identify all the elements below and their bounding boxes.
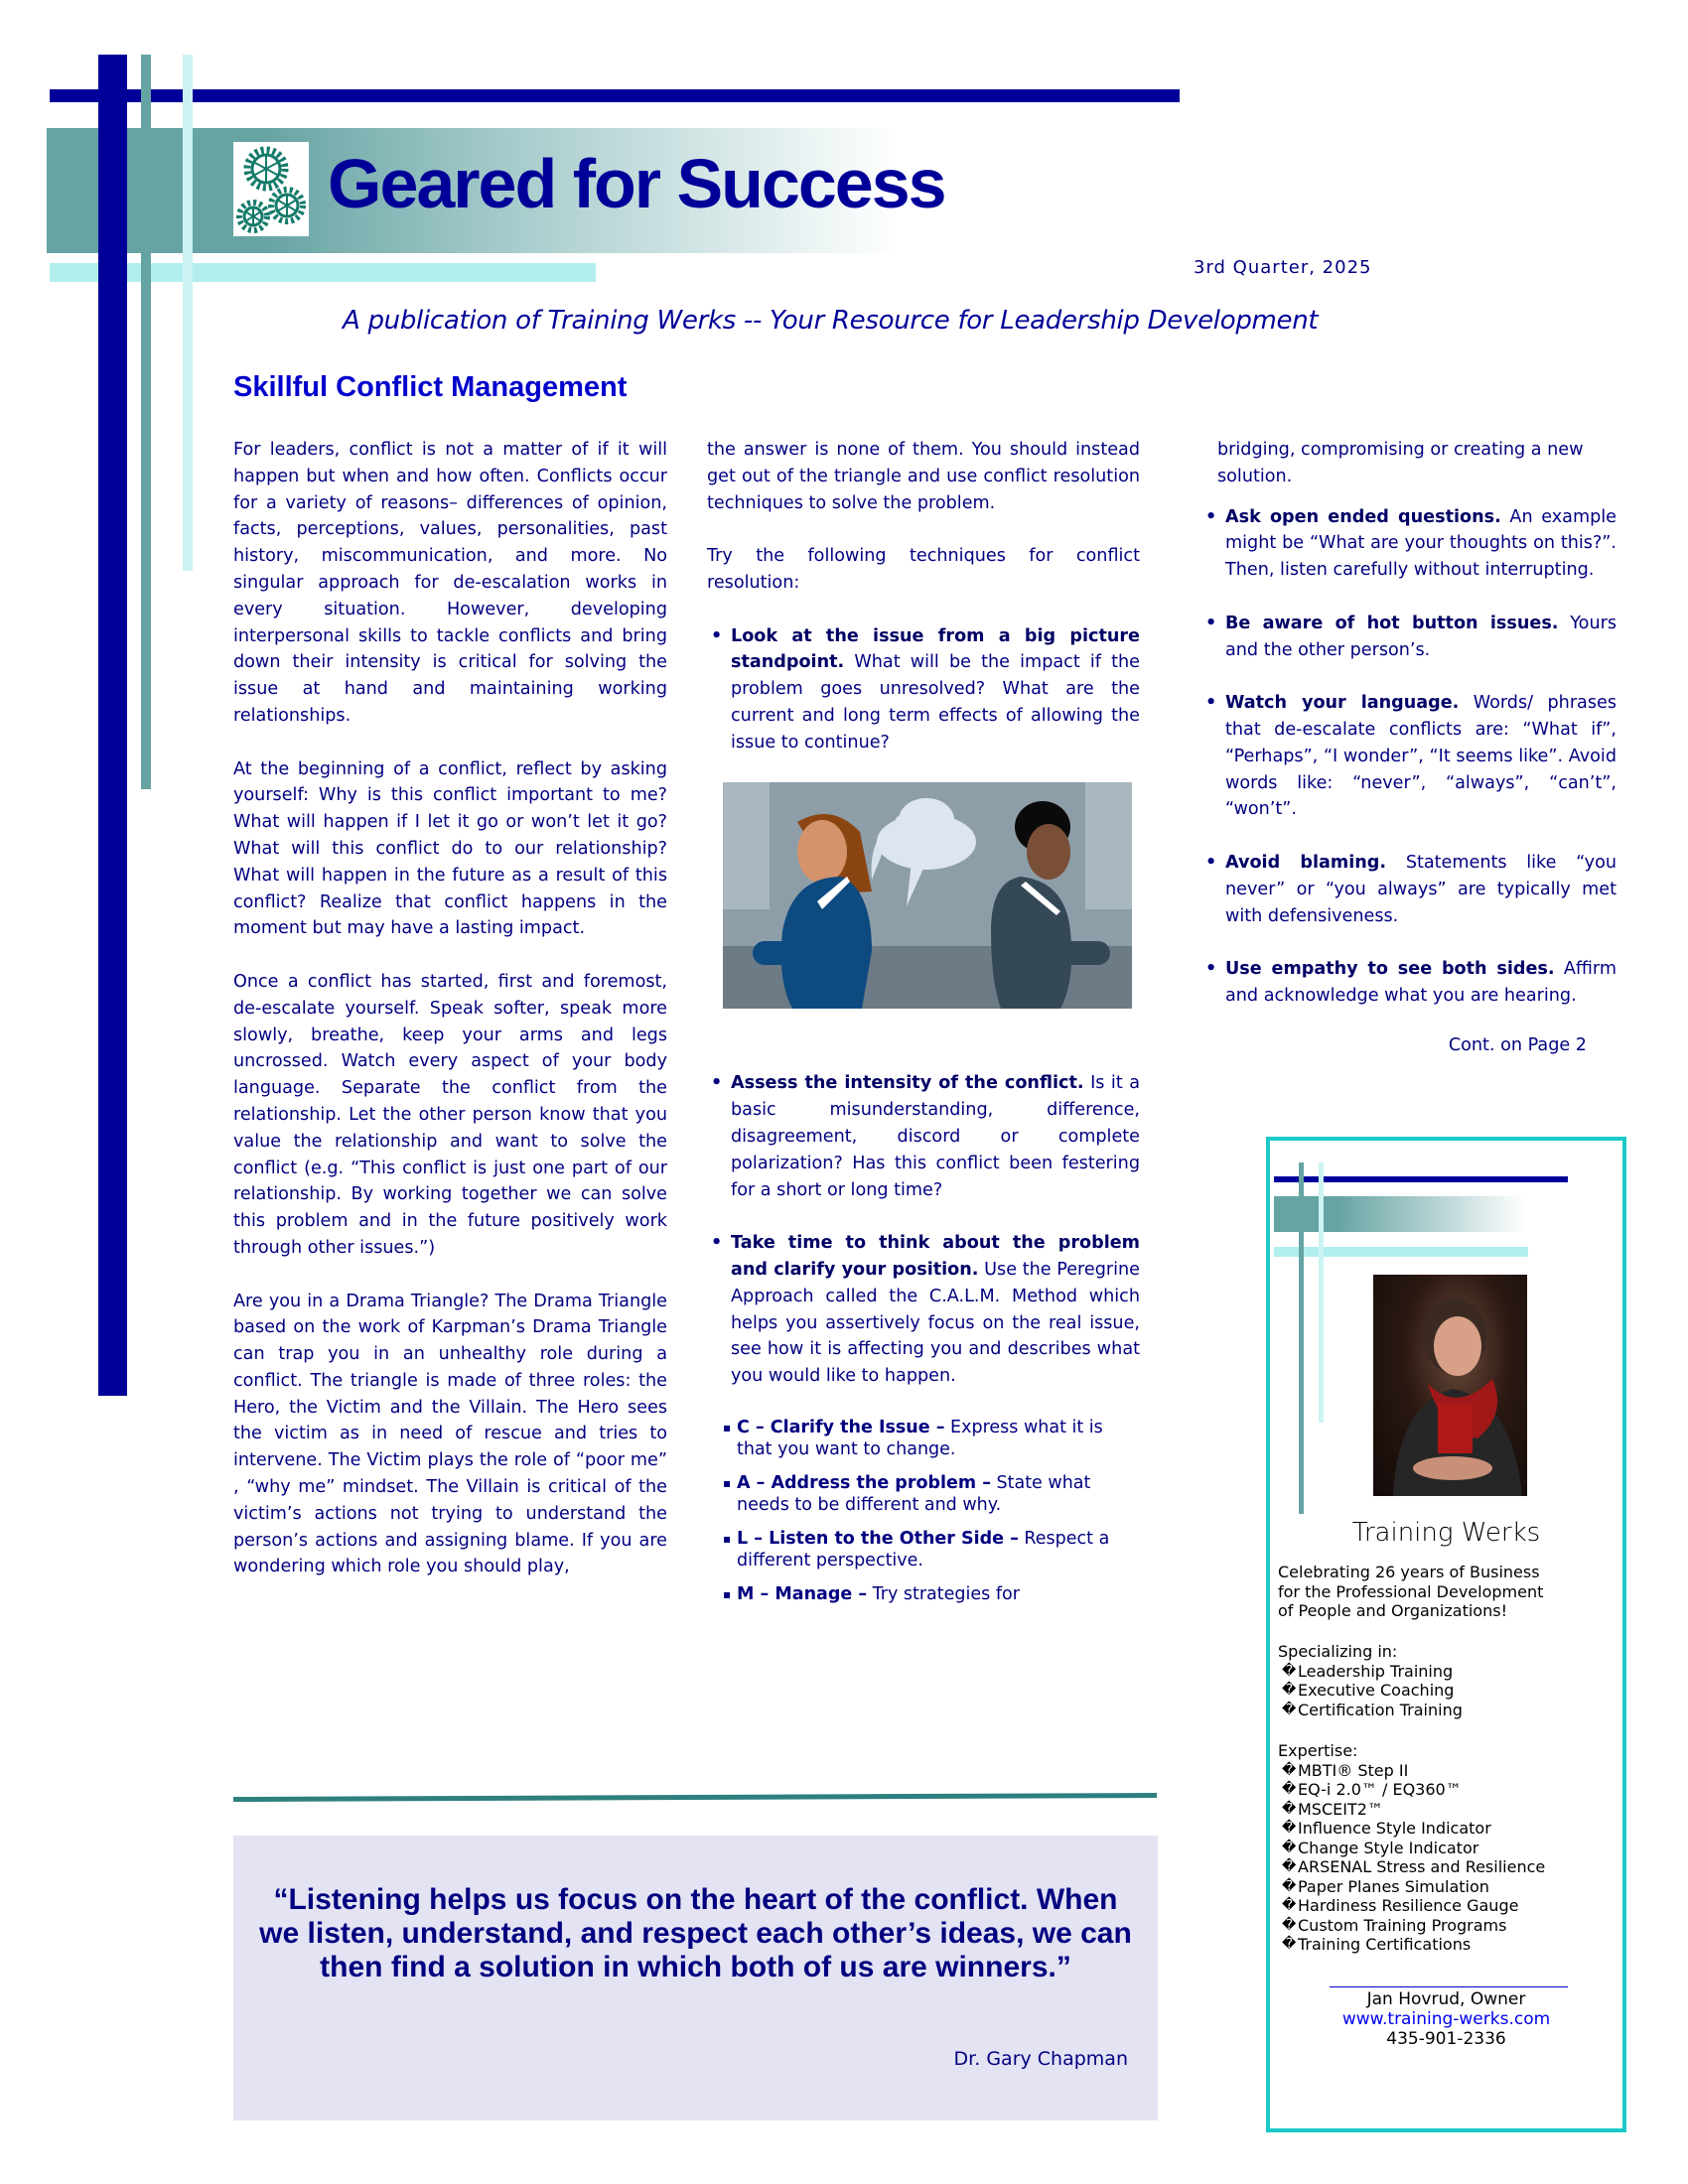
owner-portrait-image	[1373, 1275, 1527, 1496]
section-divider	[233, 1793, 1157, 1802]
newsletter-title: Geared for Success	[328, 145, 945, 222]
square-bullet-icon: ▪	[723, 1475, 732, 1490]
technique-bullet: • Use empathy to see both sides. Affirm and acknowledge what you are hearing.	[1201, 956, 1617, 1010]
diamond-bullet-icon: �	[1282, 1936, 1297, 1952]
continued-on-page-link[interactable]: Cont. on Page 2	[1448, 1034, 1587, 1055]
calm-item: ▪ C – Clarify the Issue – Express what it is that you want to change.	[723, 1417, 1103, 1459]
sidebar-vertical-cyan	[1319, 1162, 1324, 1423]
issue-date: 3rd Quarter, 2025	[1194, 257, 1372, 278]
owner-name: Jan Hovrud, Owner	[1366, 1989, 1526, 2009]
continued-text: bridging, compromising or creating a new solution.	[1217, 440, 1584, 486]
diamond-bullet-icon: �	[1282, 1781, 1297, 1797]
paragraph: For leaders, conflict is not a matter of if it will happen but when and how often. Conflicts occur for a variety of reasons– differences of opinion, facts, perceptions, values, personalities, past history, miscommunication, and more. No singular approach for de-escalation works in every situation. However, developing interpersonal skills to tackle conflicts and bring down their intensity is critical for solving the issue at hand and maintaining working relationships.	[233, 440, 667, 726]
vertical-cyan-bar	[183, 55, 193, 571]
bullet-icon: •	[1205, 613, 1217, 633]
list-item: � Influence Style Indicator	[1282, 1819, 1491, 1838]
vertical-navy-bar	[98, 55, 127, 1396]
bullet-icon: •	[1205, 693, 1217, 714]
list-item: � MBTI® Step II	[1282, 1760, 1409, 1780]
diamond-bullet-icon: �	[1282, 1820, 1297, 1836]
calm-method-list	[707, 1417, 1140, 1605]
technique-bullet: • Avoid blaming. Statements like “you never” or “you always” are typically met with defensiveness.	[1201, 850, 1617, 929]
sidebar-vertical-teal	[1299, 1162, 1304, 1514]
list-item: � Paper Planes Simulation	[1282, 1876, 1489, 1896]
article-column-middle	[707, 437, 1140, 1617]
list-item: � Certification Training	[1282, 1700, 1463, 1719]
list-item: � Change Style Indicator	[1282, 1838, 1479, 1857]
bullet-icon: •	[711, 1073, 723, 1094]
quote-author: Dr. Gary Chapman	[953, 2048, 1128, 2070]
list-item: � Custom Training Programs	[1282, 1915, 1507, 1935]
list-item: � Training Certifications	[1282, 1935, 1472, 1954]
sidebar-expertise: Expertise: � MBTI® Step II � EQ-i 2.0™ / EQ360™ � MSCEIT2™ � Influence Style Indicator � Change Style Indicator � ARSENAL Stress and Resilience � Paper Planes Simulation � Hardiness Resilience Gauge � Custom Training Programs � Training Certifications	[1278, 1741, 1620, 1955]
phone-number: 435-901-2336	[1386, 2029, 1506, 2049]
paragraph: At the beginning of a conflict, reflect by asking yourself: Why is this conflict important to me? What will happen if I let it go or won’t let it go? What will this conflict do to our relationship? What will happen in the future as a result of this conflict? Realize that conflict happens in the moment but may have a lasting impact.	[233, 758, 667, 939]
diamond-bullet-icon: �	[1282, 1800, 1297, 1817]
list-item: � Executive Coaching	[1282, 1681, 1455, 1700]
technique-bullet: • Ask open ended questions. An example might be “What are your thoughts on this?”. Then, listen carefully without interrupting.	[1201, 504, 1617, 584]
vertical-teal-bar	[141, 55, 151, 789]
paragraph: Try the following techniques for conflict resolution:	[707, 546, 1140, 593]
technique-bullet: • Look at the issue from a big picture standpoint. What will be the impact if the problem goes unresolved? What are the current and long term effects of allowing the issue to continue?	[707, 623, 1140, 756]
gears-logo	[233, 142, 309, 236]
diamond-bullet-icon: �	[1282, 1701, 1297, 1717]
diamond-bullet-icon: �	[1282, 1877, 1297, 1894]
owner-photo	[1373, 1275, 1527, 1496]
calm-item: ▪ M – Manage – Try strategies for	[723, 1583, 1020, 1604]
sidebar-tagline: Celebrating 26 years of Business for the Professional Development of People and Organizations!	[1278, 1563, 1544, 1620]
diamond-bullet-icon: �	[1282, 1662, 1297, 1679]
diamond-bullet-icon: �	[1282, 1682, 1297, 1698]
list-item: � ARSENAL Stress and Resilience	[1282, 1857, 1546, 1876]
pull-quote	[233, 1836, 1158, 2120]
gears-icon	[233, 142, 309, 236]
company-sidebar	[1266, 1137, 1626, 2132]
calm-item: ▪ A – Address the problem – State what needs to be different and why.	[723, 1472, 1091, 1515]
diamond-bullet-icon: �	[1282, 1858, 1297, 1874]
list-item: � MSCEIT2™	[1282, 1799, 1383, 1819]
sidebar-contact	[1270, 1989, 1622, 2049]
list-item: � EQ-i 2.0™ / EQ360™	[1282, 1780, 1462, 1799]
bullet-icon: •	[711, 1233, 723, 1254]
article-title: Skillful Conflict Management	[233, 371, 628, 403]
square-bullet-icon: ▪	[723, 1586, 732, 1601]
masthead-top-rule	[50, 89, 1180, 102]
sidebar-signature-rule	[1330, 1986, 1568, 1987]
list-item: � Hardiness Resilience Gauge	[1282, 1896, 1519, 1915]
paragraph: Are you in a Drama Triangle? The Drama Triangle based on the work of Karpman’s Drama Triangle can trap you in an unhealthy role during a conflict. The triangle is made of three roles: the Hero, the Victim and the Villain. The Hero sees the victim as in need of rescue and tries to intervene. The Victim plays the role of “poor me” , “why me” mindset. The Villain is critical of the victim’s actions not trying to understand the person’s actions and assigning blame. If you are wondering which role you should play,	[233, 1291, 667, 1577]
sidebar-specializing: Specializing in: � Leadership Training � Executive Coaching � Certification Training	[1278, 1642, 1616, 1719]
article-column-left	[233, 437, 667, 1607]
quote-text: “Listening helps us focus on the heart of the conflict. When we listen, understand, and respect each other’s ideas, we can then find a solution in which both of us are winners.”	[259, 1883, 1132, 1983]
bullet-icon: •	[711, 625, 723, 646]
sidebar-company-name: Training Werks	[1351, 1518, 1541, 1548]
calm-item: ▪ L – Listen to the Other Side – Respect a different perspective.	[723, 1528, 1110, 1570]
website-link[interactable]: www.training-werks.com	[1341, 2009, 1551, 2029]
publication-subtitle: A publication of Training Werks -- Your Resource for Leadership Development	[343, 306, 1319, 336]
sidebar-gradient-band	[1274, 1196, 1525, 1232]
conflict-illustration	[723, 782, 1132, 1009]
diamond-bullet-icon: �	[1282, 1916, 1297, 1933]
paragraph: Once a conflict has started, first and foremost, de-escalate yourself. Speak softer, speak more slowly, breathe, keep your arms and legs uncrossed. Watch every aspect of your body language. Separate the conflict from the relationship. Let the other person know that you value the relationship and want to solve the conflict (e.g. “This conflict is just one part of our relationship. By working together we can solve this problem and in the future positively work through other issues.”)	[233, 971, 667, 1258]
diamond-bullet-icon: �	[1282, 1839, 1297, 1855]
bullet-icon: •	[1205, 959, 1217, 980]
paragraph: the answer is none of them. You should instead get out of the triangle and use conflict resolution techniques to solve the problem.	[707, 440, 1140, 513]
technique-bullet: • Assess the intensity of the conflict. Is it a basic misunderstanding, difference, disagreement, discord or complete polarization? Has this conflict been festering for a short or long time?	[707, 1070, 1140, 1203]
square-bullet-icon: ▪	[723, 1531, 732, 1546]
technique-bullet: • Take time to think about the problem and clarify your position. Use the Peregrine Approach called the C.A.L.M. Method which helps you assertively focus on the real issue, see how it is affecting you and describes what you would like to happen.	[707, 1230, 1140, 1390]
diamond-bullet-icon: �	[1282, 1897, 1297, 1913]
technique-bullet: • Watch your language. Words/ phrases that de-escalate conflicts are: “What if”, “Perhaps”, “I wonder”, “It seems like”. Avoid words like: “never”, “always”, “can’t”, “won’t”.	[1201, 690, 1617, 823]
list-item: � Leadership Training	[1282, 1661, 1454, 1681]
technique-bullet: • Be aware of hot button issues. Yours and the other person’s.	[1201, 611, 1617, 664]
bullet-icon: •	[1205, 852, 1217, 873]
square-bullet-icon: ▪	[723, 1420, 732, 1434]
article-column-right	[1201, 437, 1617, 1058]
diamond-bullet-icon: �	[1282, 1761, 1297, 1778]
bullet-icon: •	[1205, 506, 1217, 527]
masthead-cyan-rule	[50, 263, 596, 282]
sidebar-cyan-rule	[1274, 1247, 1528, 1257]
two-people-back-to-back-illustration	[723, 782, 1132, 1009]
